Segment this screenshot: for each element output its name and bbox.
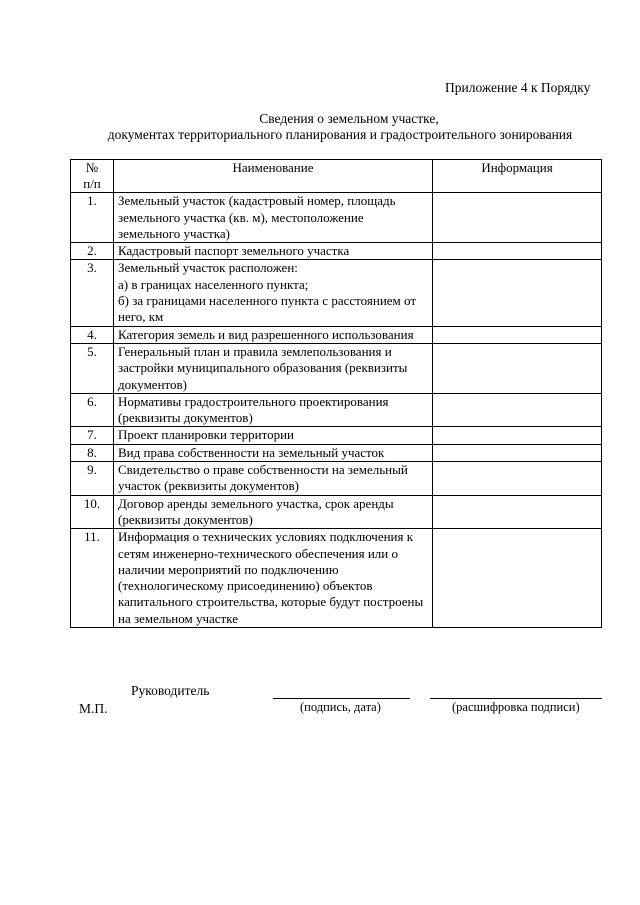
row-name: Информация о технических условиях подключения к сетям инженерно-технического обеспечения или о наличии мероприятий по подключению (технологическому присоединению) объектов капитального строительства, которые будут построены на земельном участке (114, 529, 433, 628)
land-info-table (70, 159, 602, 628)
signature-line (273, 698, 410, 699)
head-label: Руководитель (131, 683, 210, 698)
row-number: 4. (71, 326, 114, 343)
table-row (71, 529, 602, 628)
row-info (433, 444, 602, 461)
row-number: 6. (71, 393, 114, 427)
stamp-label: М.П. (79, 701, 108, 716)
row-name: Вид права собственности на земельный участок (114, 444, 433, 461)
row-number: 5. (71, 343, 114, 393)
title-line-1: Сведения о земельном участке, (259, 111, 439, 126)
row-number: 9. (71, 462, 114, 496)
decode-caption: (расшифровка подписи) (452, 700, 580, 714)
row-info (433, 193, 602, 243)
row-name: Земельный участок (кадастровый номер, площадь земельного участка (кв. м), местоположение земельного участка) (114, 193, 433, 243)
row-name: Проект планировки территории (114, 427, 433, 444)
row-number: 7. (71, 427, 114, 444)
row-number: 1. (71, 193, 114, 243)
row-info (433, 260, 602, 326)
row-name: Свидетельство о праве собственности на земельный участок (реквизиты документов) (114, 462, 433, 496)
table-row (71, 260, 602, 326)
table-row (71, 444, 602, 461)
column-header-num-label: № п/п (83, 160, 101, 191)
row-name: Нормативы градостроительного проектирования (реквизиты документов) (114, 393, 433, 427)
table-row (71, 326, 602, 343)
row-name: Договор аренды земельного участка, срок аренды (реквизиты документов) (114, 495, 433, 529)
table-row (71, 243, 602, 260)
row-number: 3. (71, 260, 114, 326)
table-body (71, 193, 602, 628)
column-header-name: Наименование (114, 160, 433, 193)
table-row (71, 495, 602, 529)
table-row (71, 462, 602, 496)
column-header-info: Информация (433, 160, 602, 193)
decode-line (430, 698, 602, 699)
document-title (70, 111, 610, 143)
row-info (433, 495, 602, 529)
table-row (71, 343, 602, 393)
table-row (71, 193, 602, 243)
row-number: 10. (71, 495, 114, 529)
signature-block (0, 680, 640, 730)
row-name: Категория земель и вид разрешенного использования (114, 326, 433, 343)
signature-caption: (подпись, дата) (300, 700, 381, 714)
row-info (433, 243, 602, 260)
row-name: Земельный участок расположен: а) в границах населенного пункта; б) за границами населенного пункта с расстоянием от него, км (114, 260, 433, 326)
table-header-row (71, 160, 602, 193)
table-row (71, 427, 602, 444)
row-number: 2. (71, 243, 114, 260)
appendix-label: Приложение 4 к Порядку (445, 80, 591, 95)
column-header-num (71, 160, 114, 193)
row-number: 11. (71, 529, 114, 628)
row-number: 8. (71, 444, 114, 461)
row-info (433, 427, 602, 444)
row-info (433, 529, 602, 628)
row-info (433, 326, 602, 343)
row-info (433, 393, 602, 427)
row-name: Кадастровый паспорт земельного участка (114, 243, 433, 260)
table-row (71, 393, 602, 427)
row-name: Генеральный план и правила землепользования и застройки муниципального образования (реквизиты документов) (114, 343, 433, 393)
row-info (433, 343, 602, 393)
row-info (433, 462, 602, 496)
title-line-2: документах территориального планирования и градостроительного зонирования (107, 127, 573, 142)
